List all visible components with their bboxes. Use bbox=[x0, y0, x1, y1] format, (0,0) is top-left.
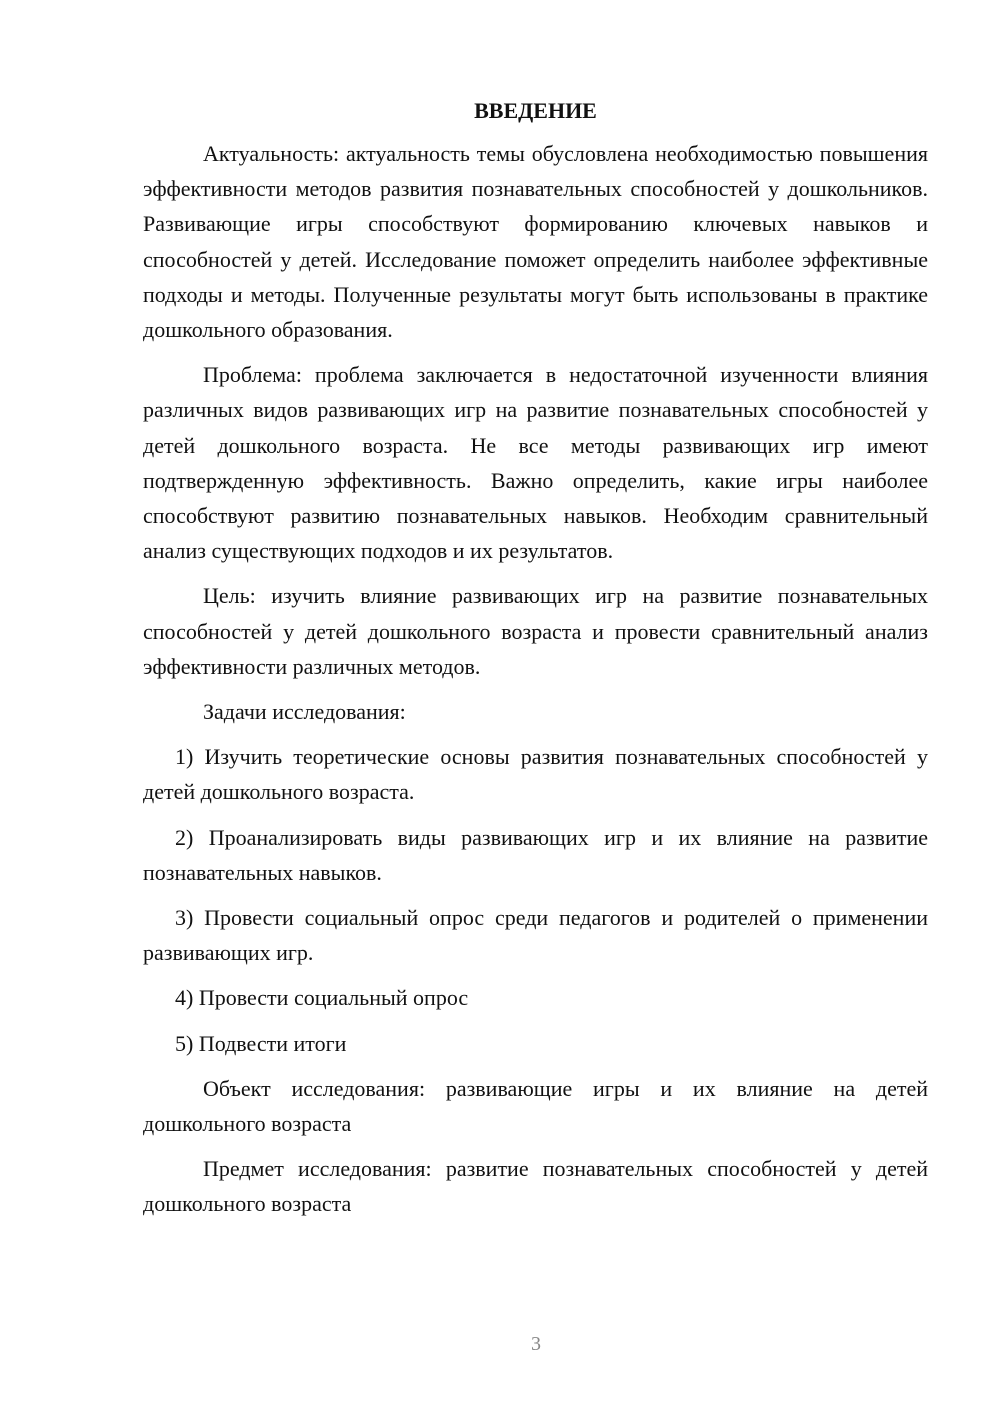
task-item-3: 3) Провести социальный опрос среди педагогов и родителей о применении развивающих игр. bbox=[143, 905, 928, 966]
task-item-1: 1) Изучить теоретические основы развития познавательных способностей у детей дошкольного возраста. bbox=[143, 744, 928, 805]
page-content bbox=[143, 93, 928, 1232]
task-item-5: 5) Подвести итоги bbox=[175, 1030, 347, 1056]
goal-paragraph: Цель: изучить влияние развивающих игр на развитие познавательных способностей у детей дошкольного возраста и провести сравнительный анализ эффективности различных методов. bbox=[143, 583, 928, 679]
page-title: ВВЕДЕНИЕ bbox=[474, 98, 597, 123]
problem-paragraph: Проблема: проблема заключается в недостаточной изученности влияния различных видов развивающих игр на развитие познавательных способностей у детей дошкольного возраста. Не все методы развивающих игр имеют подтвержденную эффективность. Важно определить, какие игры наиболее способствуют развитию познавательных навыков. Необходим сравнительный анализ существующих подходов и их результатов. bbox=[143, 362, 928, 564]
object-paragraph: Объект исследования: развивающие игры и их влияние на детей дошкольного возраста bbox=[143, 1075, 928, 1137]
relevance-paragraph: Актуальность: актуальность темы обусловлена необходимостью повышения эффективности методов развития познавательных способностей у дошкольников. Развивающие игры способствуют формированию ключевых навыков и способностей у детей. Исследование поможет определить наиболее эффективные подходы и методы. Полученные результаты могут быть использованы в практике дошкольного образования. bbox=[143, 141, 928, 343]
task-item-2: 2) Проанализировать виды развивающих игр и их влияние на развитие познавательных навыков. bbox=[143, 824, 928, 885]
page-number: 3 bbox=[531, 1333, 541, 1355]
tasks-heading: Задачи исследования: bbox=[203, 699, 406, 725]
task-item-4: 4) Провести социальный опрос bbox=[175, 985, 469, 1011]
subject-paragraph: Предмет исследования: развитие познавательных способностей у детей дошкольного возраста bbox=[143, 1156, 928, 1217]
